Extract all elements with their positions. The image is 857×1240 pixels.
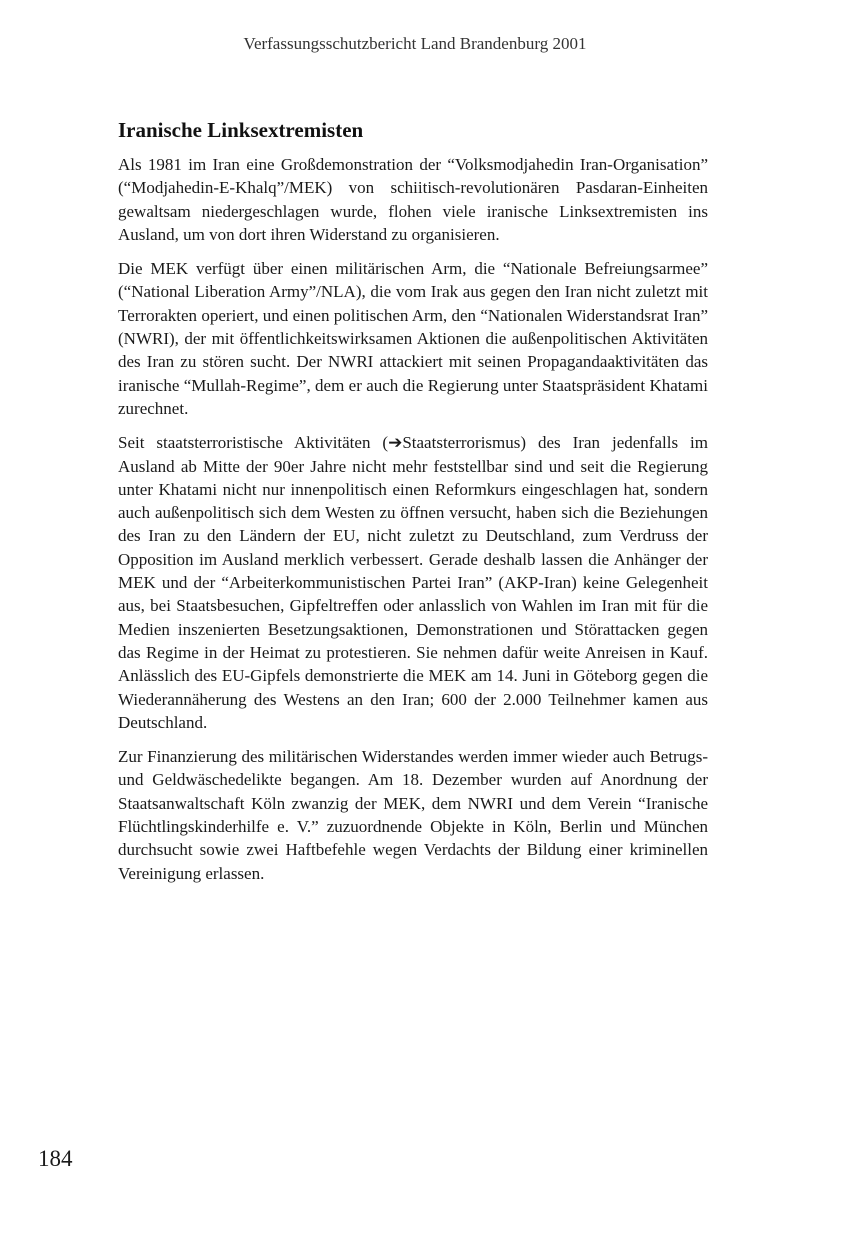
main-content	[118, 118, 708, 896]
paragraph-mek-structure: Die MEK verfügt über einen militärischen Arm, die “Nationale Befreiungsarmee” (“National Liberation Army”/NLA), die vom Irak aus gegen den Iran nicht zuletzt mit Terrorakten operiert, und einen politischen Arm, den “Nationalen Widerstandsrat Iran” (NWRI), der mit öffentlichkeitswirksamen Aktionen die außenpolitischen Aktivitäten des Iran zu stören sucht. Der NWRI attackiert mit seinen Propagandaaktivitäten das iranische “Mullah-Regime”, dem er auch die Regierung unter Staatspräsident Khatami zurechnet.	[118, 259, 708, 418]
paragraph-financing: Zur Finanzierung des militärischen Widerstandes werden immer wieder auch Betrugs- und Geldwäschedelikte begangen. Am 18. Dezember wurden auf Anordnung der Staatsanwaltschaft Köln zwanzig der MEK, dem NWRI und dem Verein “Iranische Flüchtlingskinderhilfe e. V.” zuzuordnende Objekte in Köln, Berlin und München durchsucht sowie zwei Haftbefehle wegen Verdachts der Bildung einer kriminellen Vereinigung erlassen.	[118, 747, 708, 883]
running-header: Verfassungsschutzbericht Land Brandenburg 2001	[243, 34, 587, 53]
paragraph-protest-activities: Seit staatsterroristische Aktivitäten (➔Staatsterrorismus) des Iran jedenfalls im Ausland ab Mitte der 90er Jahre nicht mehr feststellbar sind und seit die Regierung unter Khatami nicht nur innenpolitisch einen Reformkurs eingeschlagen hat, sondern auch außenpolitisch sich dem Westen zu öffnen versucht, haben sich die Beziehungen des Iran zu den Ländern der EU, nicht zuletzt zu Deutschland, zum Verdruss der Opposition im Ausland merklich verbessert. Gerade deshalb lassen die Anhänger der MEK und der “Arbeiterkommunistischen Partei Iran” (AKP-Iran) keine Gelegenheit aus, bei Staatsbesuchen, Gipfeltreffen oder anlasslich von Wahlen im Iran mit für die Medien inszenierten Besetzungsaktionen, Demonstrationen und Störattacken gegen das Regime in der Heimat zu protestieren. Sie nehmen dafür weite Anreisen in Kauf. Anlässlich des EU-Gipfels demonstrierte die MEK am 14. Juni in Göteborg gegen die Wiederannäherung des Westens an den Iran; 600 der 2.000 Teilnehmer kamen aus Deutschland.	[118, 433, 708, 732]
page-number: 184	[38, 1146, 73, 1171]
paragraph-flight-abroad: Als 1981 im Iran eine Großdemonstration der “Volksmodjahedin Iran-Organisation” (“Modjahedin-E-Khalq”/MEK) von schiitisch-revolutionären Pasdaran-Einheiten gewaltsam niedergeschlagen wurde, flohen viele iranische Linksextremisten ins Ausland, um von dort ihren Widerstand zu organisieren.	[118, 155, 708, 244]
section-title: Iranische Linksextremisten	[118, 118, 364, 142]
